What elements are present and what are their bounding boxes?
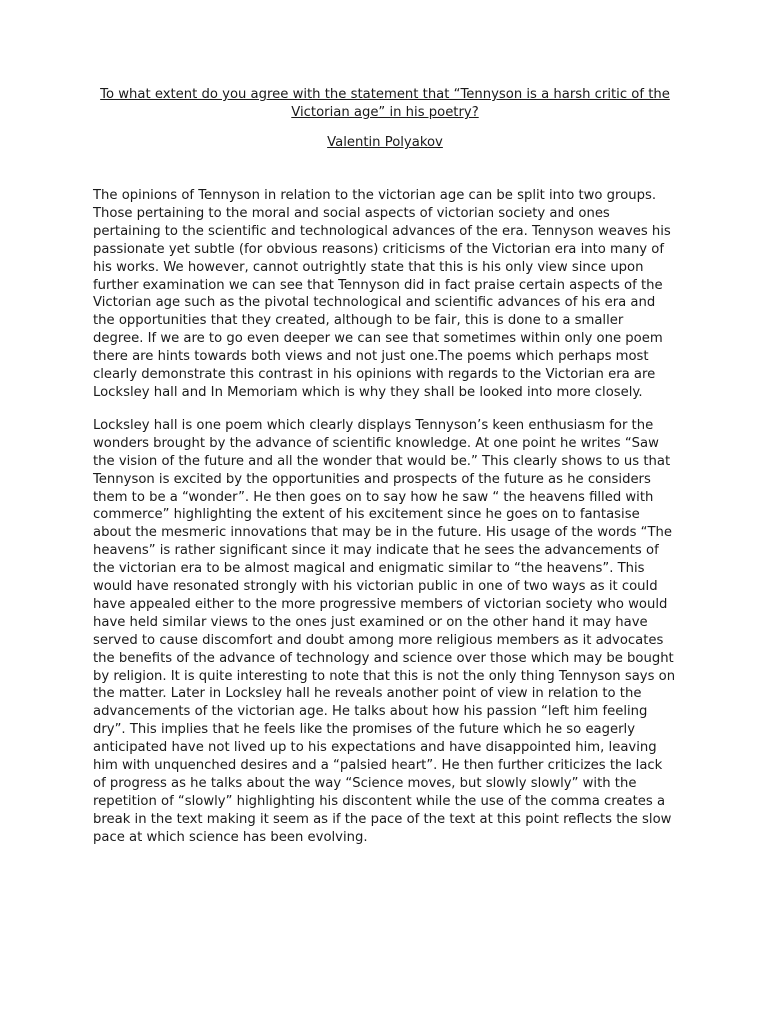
document-title: To what extent do you agree with the statement that “Tennyson is a harsh critic of the Victorian age” in his poetry? <box>100 87 670 120</box>
document-page <box>93 86 677 862</box>
paragraph-intro: The opinions of Tennyson in relation to the victorian age can be split into two groups. Those pertaining to the moral and social aspects of victorian society and ones pertaining to the scientific and technological advances of the era. Tennyson weaves his passionate yet subtle (for obvious reasons) criticisms of the Victorian era into many of his works. We however, cannot outrightly state that this is his only view since upon further examination we can see that Tennyson did in fact praise certain aspects of the Victorian age such as the pivotal technological and scientific advances of his era and the opportunities that they created, although to be fair, this is done to a smaller degree. If we are to go even deeper we can see that sometimes within only one poem there are hints towards both views and not just one.The poems which perhaps most clearly demonstrate this contrast in his opinions with regards to the Victorian era are Locksley hall and In Memoriam which is why they shall be looked into more closely. <box>93 188 671 400</box>
paragraph-locksley-hall: Locksley hall is one poem which clearly displays Tennyson’s keen enthusiasm for the wonders brought by the advance of scientific knowledge. At one point he writes “Saw the vision of the future and all the wonder that would be.” This clearly shows to us that Tennyson is excited by the opportunities and prospects of the future as he considers them to be a “wonder”. He then goes on to say how he saw “ the heavens filled with commerce” highlighting the extent of his excitement since he goes on to fantasise about the mesmeric innovations that may be in the future. His usage of the words “The heavens” is rather significant since it may indicate that he sees the advancements of the victorian era to be almost magical and enigmatic similar to “the heavens”. This would have resonated strongly with his victorian public in one of two ways as it could have appealed either to the more progressive members of victorian society who would have held similar views to the ones just examined or on the other hand it may have served to cause discomfort and doubt among more religious members as it advocates the benefits of the advance of technology and science over those which may be bought by religion. It is quite interesting to note that this is not the only thing Tennyson says on the matter. Later in Locksley hall he reveals another point of view in relation to the advancements of the victorian age. He talks about how his passion “left him feeling dry”. This implies that he feels like the promises of the future which he so eagerly anticipated have not lived up to his expectations and have disappointed him, leaving him with unquenched desires and a “palsied heart”. He then further criticizes the lack of progress as he talks about the way “Science moves, but slowly slowly” with the repetition of “slowly” highlighting his discontent while the use of the comma creates a break in the text making it seem as if the pace of the text at this point reflects the slow pace at which science has been evolving. <box>93 417 676 845</box>
document-author: Valentin Polyakov <box>327 135 443 150</box>
document-body <box>93 187 677 847</box>
